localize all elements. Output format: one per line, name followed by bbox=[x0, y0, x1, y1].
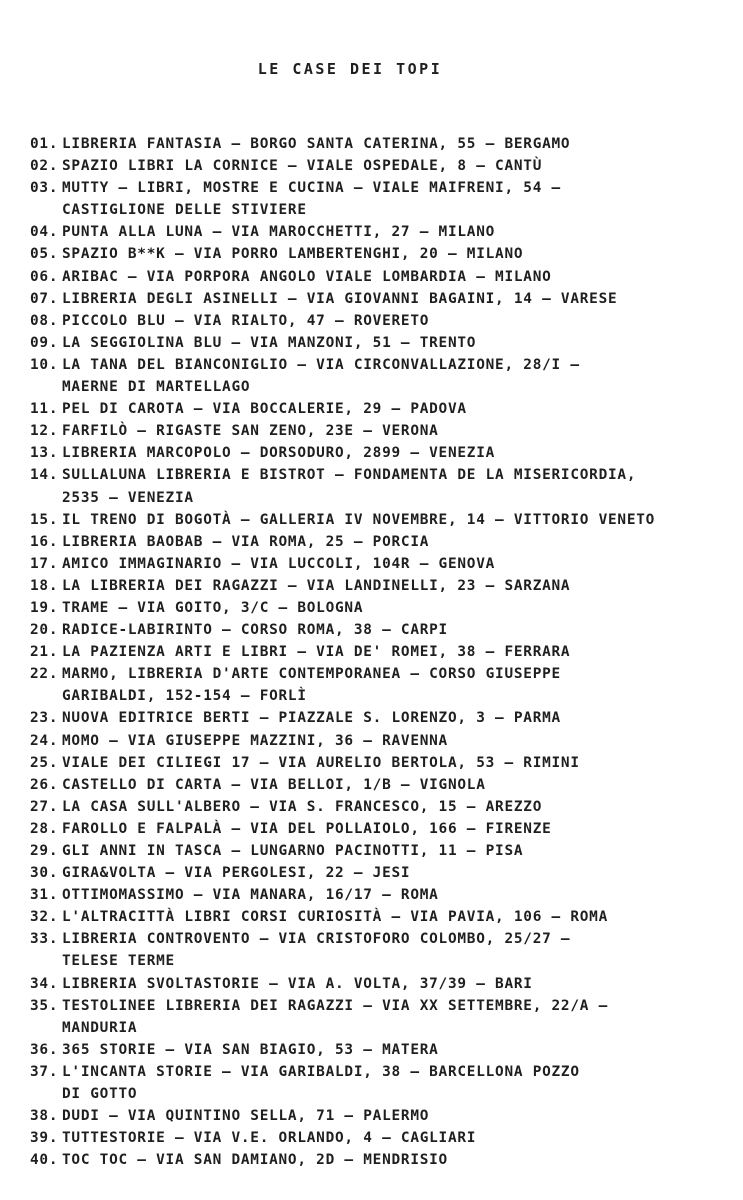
list-item bbox=[30, 1105, 742, 1127]
list-item-number: 37. bbox=[30, 1063, 59, 1080]
list-item-number: 38. bbox=[30, 1108, 59, 1125]
list-item bbox=[30, 177, 742, 221]
list-item-number: 25. bbox=[30, 754, 59, 771]
list-item-number: 07. bbox=[30, 290, 59, 307]
list-item-number: 20. bbox=[30, 622, 59, 639]
bookstore-list bbox=[30, 133, 742, 1171]
list-item-text: OTTIMOMASSIMO – VIA MANARA, 16/17 – ROMA bbox=[62, 887, 439, 904]
page-title: LE CASE DEI TOPI bbox=[257, 60, 443, 78]
list-item-text: FAROLLO E FALPALÀ – VIA DEL POLLAIOLO, 166 – FIRENZE bbox=[62, 820, 552, 837]
list-item bbox=[30, 398, 742, 420]
list-item-number: 03. bbox=[30, 180, 59, 197]
list-item bbox=[30, 1039, 742, 1061]
list-item-number: 10. bbox=[30, 356, 59, 373]
list-item-text: LIBRERIA SVOLTASTORIE – VIA A. VOLTA, 37/39 – BARI bbox=[62, 975, 533, 992]
list-item-number: 18. bbox=[30, 577, 59, 594]
list-item-number: 02. bbox=[30, 158, 59, 175]
list-item-number: 36. bbox=[30, 1041, 59, 1058]
list-item-text: IL TRENO DI BOGOTÀ – GALLERIA IV NOVEMBRE, 14 – VITTORIO VENETO bbox=[62, 511, 656, 528]
list-item bbox=[30, 266, 742, 288]
list-item-text: L'ALTRACITTÀ LIBRI CORSI CURIOSITÀ – VIA PAVIA, 106 – ROMA bbox=[62, 909, 609, 926]
list-item-text: AMICO IMMAGINARIO – VIA LUCCOLI, 104R – GENOVA bbox=[62, 555, 496, 572]
list-item-text: DUDI – VIA QUINTINO SELLA, 71 – PALERMO bbox=[62, 1108, 430, 1125]
list-item bbox=[30, 884, 742, 906]
list-item-text: MUTTY – LIBRI, MOSTRE E CUCINA – VIALE MAIFRENI, 54 – CASTIGLIONE DELLE STIVIERE bbox=[62, 180, 561, 219]
list-item-number: 32. bbox=[30, 909, 59, 926]
list-item bbox=[30, 420, 742, 442]
list-item-number: 34. bbox=[30, 975, 59, 992]
list-item-text: TOC TOC – VIA SAN DAMIANO, 2D – MENDRISIO bbox=[62, 1152, 448, 1169]
list-item bbox=[30, 133, 742, 155]
list-item-number: 05. bbox=[30, 246, 59, 263]
list-item bbox=[30, 995, 742, 1039]
list-item-text: RADICE-LABIRINTO – CORSO ROMA, 38 – CARPI bbox=[62, 622, 448, 639]
list-item-number: 09. bbox=[30, 334, 59, 351]
list-item-number: 12. bbox=[30, 423, 59, 440]
list-item-number: 22. bbox=[30, 666, 59, 683]
list-item-number: 11. bbox=[30, 401, 59, 418]
list-item bbox=[30, 906, 742, 928]
list-item-text: LA TANA DEL BIANCONIGLIO – VIA CIRCONVALLAZIONE, 28/I – MAERNE DI MARTELLAGO bbox=[62, 356, 580, 396]
list-item-number: 27. bbox=[30, 798, 59, 815]
list-item-text: FARFILÒ – RIGASTE SAN ZENO, 23E – VERONA bbox=[62, 423, 439, 440]
list-item-text: NUOVA EDITRICE BERTI – PIAZZALE S. LORENZO, 3 – PARMA bbox=[62, 710, 561, 727]
list-item bbox=[30, 774, 742, 796]
list-item-text: PEL DI CAROTA – VIA BOCCALERIE, 29 – PADOVA bbox=[62, 401, 467, 418]
list-item bbox=[30, 332, 742, 354]
list-item-number: 21. bbox=[30, 644, 59, 661]
list-item bbox=[30, 575, 742, 597]
list-item-number: 30. bbox=[30, 865, 59, 882]
list-item bbox=[30, 553, 742, 575]
list-item bbox=[30, 288, 742, 310]
list-item bbox=[30, 597, 742, 619]
list-item bbox=[30, 310, 742, 332]
list-item-number: 17. bbox=[30, 555, 59, 572]
list-item-text: LIBRERIA BAOBAB – VIA ROMA, 25 – PORCIA bbox=[62, 533, 430, 550]
list-item bbox=[30, 354, 742, 398]
list-item bbox=[30, 221, 742, 243]
list-item-number: 13. bbox=[30, 445, 59, 462]
list-item bbox=[30, 862, 742, 884]
list-item bbox=[30, 796, 742, 818]
list-item bbox=[30, 840, 742, 862]
list-item bbox=[30, 243, 742, 265]
list-item bbox=[30, 973, 742, 995]
list-item-text: LIBRERIA CONTROVENTO – VIA CRISTOFORO COLOMBO, 25/27 – TELESE TERME bbox=[62, 931, 571, 970]
list-item-number: 23. bbox=[30, 710, 59, 727]
list-item-text: 365 STORIE – VIA SAN BIAGIO, 53 – MATERA bbox=[62, 1041, 439, 1058]
list-item bbox=[30, 155, 742, 177]
list-item-number: 39. bbox=[30, 1130, 59, 1147]
list-item-number: 06. bbox=[30, 268, 59, 285]
list-item bbox=[30, 707, 742, 729]
list-item-text: SPAZIO LIBRI LA CORNICE – VIALE OSPEDALE, 8 – CANTÙ bbox=[62, 158, 543, 175]
list-item bbox=[30, 619, 742, 641]
list-item-text: LA SEGGIOLINA BLU – VIA MANZONI, 51 – TRENTO bbox=[62, 334, 477, 351]
list-item-number: 33. bbox=[30, 931, 59, 948]
list-item bbox=[30, 442, 742, 464]
list-item-text: LIBRERIA DEGLI ASINELLI – VIA GIOVANNI BAGAINI, 14 – VARESE bbox=[62, 290, 618, 307]
list-item-text: GIRA&VOLTA – VIA PERGOLESI, 22 – JESI bbox=[62, 865, 411, 882]
list-item bbox=[30, 1127, 742, 1149]
list-item-number: 35. bbox=[30, 997, 59, 1014]
list-item-text: MARMO, LIBRERIA D'ARTE CONTEMPORANEA – CORSO GIUSEPPE GARIBALDI, 152-154 – FORLÌ bbox=[62, 666, 561, 705]
list-item bbox=[30, 730, 742, 752]
list-item-number: 31. bbox=[30, 887, 59, 904]
list-item-text: SPAZIO B**K – VIA PORRO LAMBERTENGHI, 20 – MILANO bbox=[62, 246, 524, 263]
list-item-text: LA CASA SULL'ALBERO – VIA S. FRANCESCO, 15 – AREZZO bbox=[62, 798, 543, 815]
list-item-text: ARIBAC – VIA PORPORA ANGOLO VIALE LOMBARDIA – MILANO bbox=[62, 268, 552, 285]
list-item-text: SULLALUNA LIBRERIA E BISTROT – FONDAMENTA DE LA MISERICORDIA, 2535 – VENEZIA bbox=[62, 467, 637, 506]
list-item bbox=[30, 752, 742, 774]
list-item-text: GLI ANNI IN TASCA – LUNGARNO PACINOTTI, 11 – PISA bbox=[62, 843, 524, 859]
list-item-number: 01. bbox=[30, 136, 59, 152]
list-item-text: CASTELLO DI CARTA – VIA BELLOI, 1/B – VIGNOLA bbox=[62, 776, 486, 793]
list-item bbox=[30, 1061, 742, 1105]
list-item-number: 04. bbox=[30, 224, 59, 241]
list-item-number: 08. bbox=[30, 312, 59, 329]
list-item-text: LA PAZIENZA ARTI E LIBRI – VIA DE' ROMEI, 38 – FERRARA bbox=[62, 644, 571, 661]
list-item bbox=[30, 663, 742, 707]
list-item-number: 24. bbox=[30, 732, 59, 749]
list-item bbox=[30, 509, 742, 531]
list-item-number: 15. bbox=[30, 511, 59, 528]
list-item-text: LA LIBRERIA DEI RAGAZZI – VIA LANDINELLI, 23 – SARZANA bbox=[62, 577, 571, 594]
list-item-text: L'INCANTA STORIE – VIA GARIBALDI, 38 – BARCELLONA POZZO DI GOTTO bbox=[62, 1063, 580, 1103]
list-item-number: 28. bbox=[30, 820, 59, 837]
list-item-text: LIBRERIA FANTASIA – BORGO SANTA CATERINA, 55 – BERGAMO bbox=[62, 136, 571, 152]
list-item bbox=[30, 1149, 742, 1171]
list-item-text: PICCOLO BLU – VIA RIALTO, 47 – ROVERETO bbox=[62, 312, 430, 329]
list-item bbox=[30, 928, 742, 972]
list-item-text: MOMO – VIA GIUSEPPE MAZZINI, 36 – RAVENNA bbox=[62, 732, 448, 749]
list-item-text: TRAME – VIA GOITO, 3/C – BOLOGNA bbox=[62, 599, 364, 616]
list-item-text: TUTTESTORIE – VIA V.E. ORLANDO, 4 – CAGLIARI bbox=[62, 1130, 477, 1147]
list-item-text: VIALE DEI CILIEGI 17 – VIA AURELIO BERTOLA, 53 – RIMINI bbox=[62, 754, 580, 771]
list-item-number: 16. bbox=[30, 533, 59, 550]
list-item-text: PUNTA ALLA LUNA – VIA MAROCCHETTI, 27 – MILANO bbox=[62, 224, 496, 241]
list-item-text: TESTOLINEE LIBRERIA DEI RAGAZZI – VIA XX SETTEMBRE, 22/A – MANDURIA bbox=[62, 997, 609, 1036]
list-item-number: 14. bbox=[30, 467, 59, 484]
list-item-number: 40. bbox=[30, 1152, 59, 1169]
list-item bbox=[30, 818, 742, 840]
list-item-number: 29. bbox=[30, 843, 59, 859]
list-item bbox=[30, 464, 742, 508]
list-item-number: 19. bbox=[30, 599, 59, 616]
list-item-number: 26. bbox=[30, 776, 59, 793]
list-item bbox=[30, 531, 742, 553]
list-item-text: LIBRERIA MARCOPOLO – DORSODURO, 2899 – VENEZIA bbox=[62, 445, 496, 462]
list-item bbox=[30, 641, 742, 663]
